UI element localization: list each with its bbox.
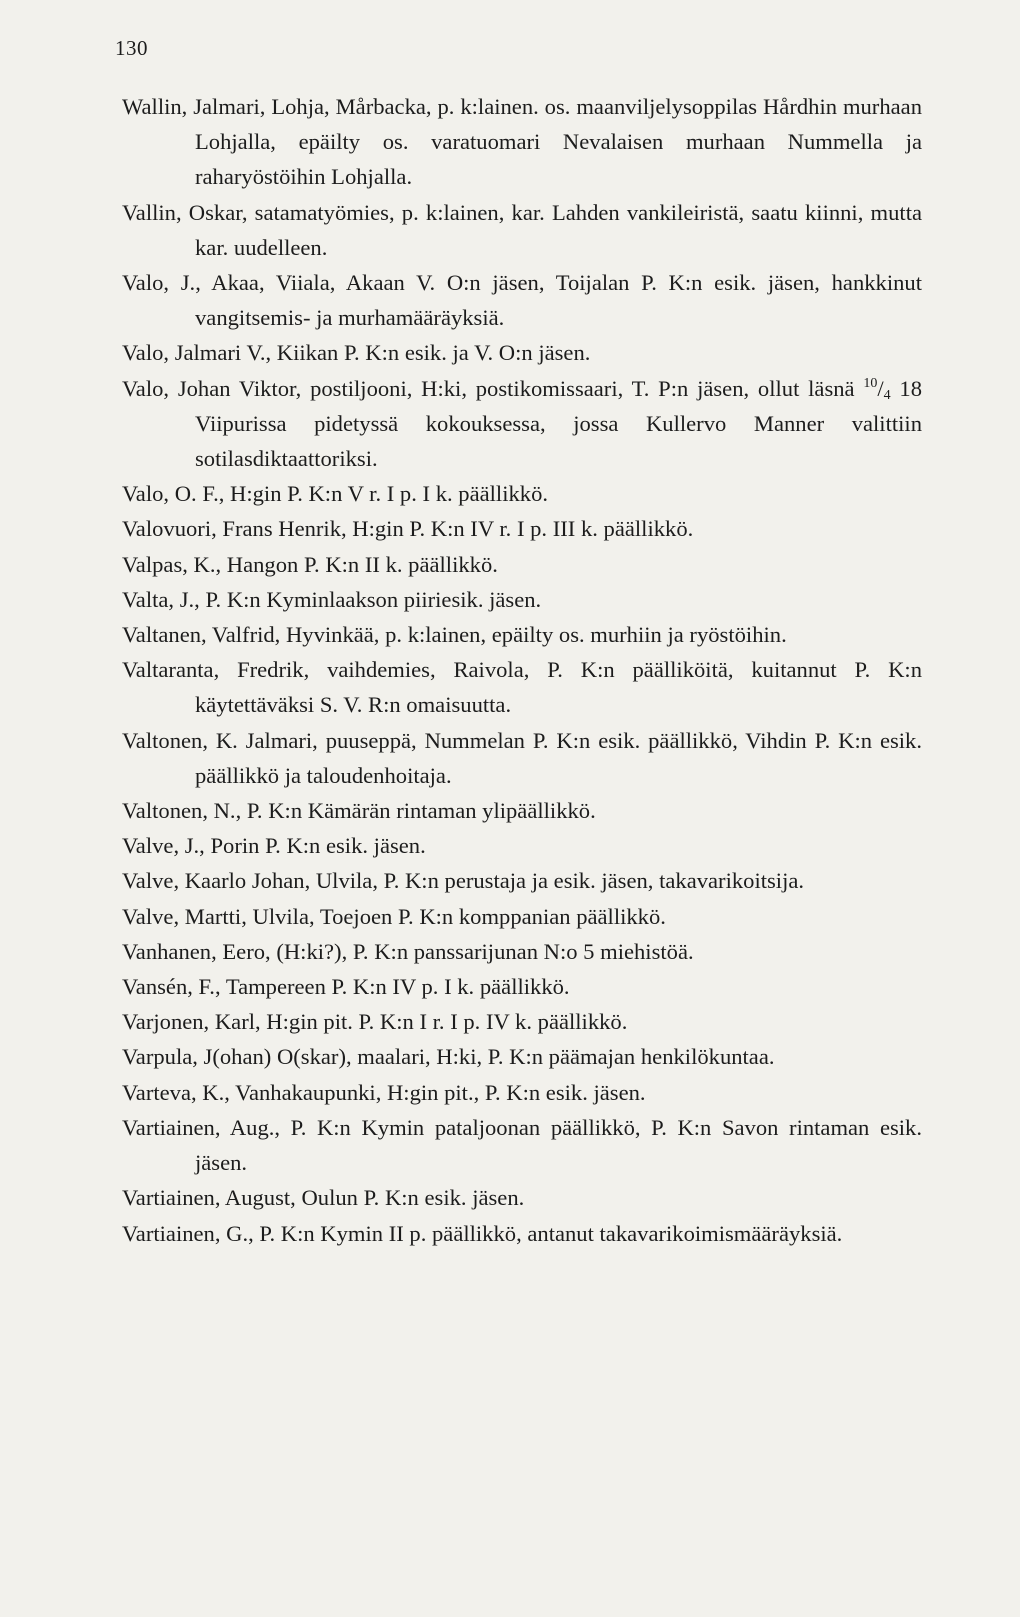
entry-text-before: Valo, Johan Viktor, postiljooni, H:ki, postikomissaari, T. P:n jäsen, ollut läsnä bbox=[122, 375, 864, 401]
entry: Valovuori, Frans Henrik, H:gin P. K:n IV r. I p. III k. päällikkö. bbox=[122, 516, 694, 542]
entry: Valtonen, K. Jalmari, puuseppä, Nummelan P. K:n esik. päällikkö, Vihdin P. K:n esik. päällikkö ja taloudenhoitaja. bbox=[122, 727, 922, 788]
entry-list bbox=[122, 89, 922, 1251]
entry: Varjonen, Karl, H:gin pit. P. K:n I r. I p. IV k. päällikkö. bbox=[122, 1009, 628, 1035]
entry: Valve, Kaarlo Johan, Ulvila, P. K:n perustaja ja esik. jäsen, takavarikoitsija. bbox=[122, 868, 805, 894]
entry: Vartiainen, G., P. K:n Kymin II p. päällikkö, antanut takavarikoimismääräyksiä. bbox=[122, 1220, 843, 1246]
entry: Valtaranta, Fredrik, vaihdemies, Raivola, P. K:n päälliköitä, kuitannut P. K:n käytettäväksi S. V. R:n omaisuutta. bbox=[122, 657, 922, 718]
entry: Vansén, F., Tampereen P. K:n IV p. I k. päällikkö. bbox=[122, 974, 570, 1000]
entry: Valve, J., Porin P. K:n esik. jäsen. bbox=[122, 833, 426, 859]
entry: Vanhanen, Eero, (H:ki?), P. K:n panssarijunan N:o 5 miehistöä. bbox=[122, 938, 694, 964]
entry: Valtonen, N., P. K:n Kämärän rintaman ylipäällikkö. bbox=[122, 798, 596, 824]
date-fraction: $^{10}/_4$ bbox=[863, 375, 891, 403]
entry-valo-johan-viktor bbox=[122, 371, 922, 477]
page-number: 130 bbox=[115, 36, 148, 60]
entry: Valpas, K., Hangon P. K:n II k. päällikkö. bbox=[122, 551, 498, 577]
entry: Valtanen, Valfrid, Hyvinkää, p. k:lainen, epäilty os. murhiin ja ryöstöihin. bbox=[122, 622, 787, 648]
entry: Valve, Martti, Ulvila, Toejoen P. K:n komppanian päällikkö. bbox=[122, 903, 666, 929]
entry: Wallin, Jalmari, Lohja, Mårbacka, p. k:lainen. os. maanviljelysoppilas Hårdhin murhaan Lohjalla, epäilty os. varatuomari Nevalaisen murhaan Nummella ja raharyöstöihin Lohjalla. bbox=[122, 94, 922, 190]
fraction-denominator: 4 bbox=[883, 387, 891, 403]
entry: Vartiainen, Aug., P. K:n Kymin pataljoonan päällikkö, P. K:n Savon rintaman esik. jäsen. bbox=[122, 1114, 922, 1176]
entry: Valo, O. F., H:gin P. K:n V r. I p. I k. päällikkö. bbox=[122, 481, 549, 507]
fraction-numerator: 10 bbox=[863, 375, 878, 391]
entry: Valta, J., P. K:n Kyminlaakson piiriesik. jäsen. bbox=[122, 586, 542, 612]
entry: Varpula, J(ohan) O(skar), maalari, H:ki, P. K:n päämajan henkilökuntaa. bbox=[122, 1044, 775, 1070]
entry: Vallin, Oskar, satamatyömies, p. k:lainen, kar. Lahden vankileiristä, saatu kiinni, mutta kar. uudelleen. bbox=[122, 199, 922, 260]
entry-text-after: 18 Viipurissa pidetyssä kokouksessa, jossa Kullervo Manner valittiin sotilasdiktaattoriksi. bbox=[195, 375, 922, 472]
entry: Vartiainen, August, Oulun P. K:n esik. jäsen. bbox=[122, 1185, 525, 1211]
entry: Varteva, K., Vanhakaupunki, H:gin pit., P. K:n esik. jäsen. bbox=[122, 1079, 646, 1105]
entry: Valo, Jalmari V., Kiikan P. K:n esik. ja V. O:n jäsen. bbox=[122, 340, 591, 366]
entry: Valo, J., Akaa, Viiala, Akaan V. O:n jäsen, Toijalan P. K:n esik. jäsen, hankkinut vangitsemis- ja murhamääräyksiä. bbox=[122, 270, 922, 331]
